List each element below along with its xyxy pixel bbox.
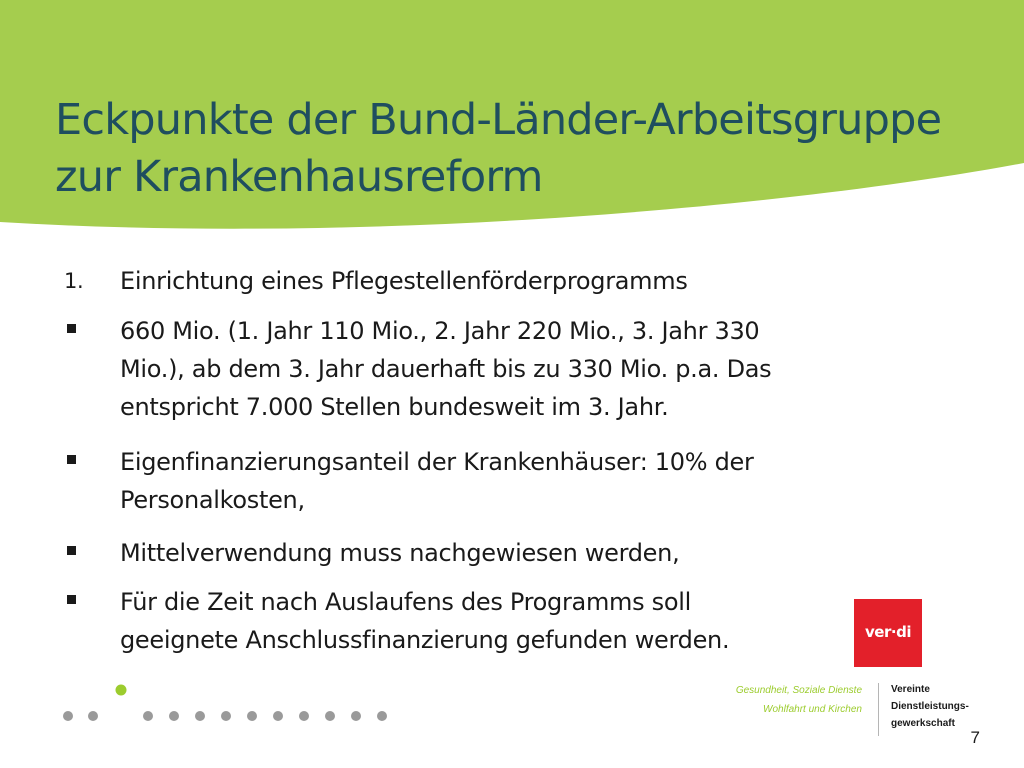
page-number: 7 xyxy=(970,728,980,747)
item-line: Einrichtung eines Pflegestellenförderprogramms xyxy=(120,267,688,295)
org-name-line: Dienstleistungs- xyxy=(891,701,969,712)
gray-dot xyxy=(325,711,335,721)
item-line: Mittelverwendung muss nachgewiesen werden, xyxy=(120,539,680,567)
item-line: 660 Mio. (1. Jahr 110 Mio., 2. Jahr 220 Mio., 3. Jahr 330 xyxy=(120,317,760,345)
organization-name xyxy=(891,681,1001,732)
verdi-logo xyxy=(854,599,922,667)
department-tagline xyxy=(700,681,862,719)
slide-title-line-2: zur Krankenhausreform xyxy=(55,152,543,202)
green-dot xyxy=(116,685,127,696)
gray-dot xyxy=(221,711,231,721)
item-line: Mio.), ab dem 3. Jahr dauerhaft bis zu 330 Mio. p.a. Das xyxy=(120,355,772,383)
dot-row-decoration xyxy=(0,0,420,740)
item-line: geeignete Anschlussfinanzierung gefunden werden. xyxy=(120,626,730,654)
gray-dot xyxy=(143,711,153,721)
slide-title-line-1: Eckpunkte der Bund-Länder-Arbeitsgruppe xyxy=(55,95,942,145)
gray-dot xyxy=(273,711,283,721)
tagline-line: Gesundheit, Soziale Dienste xyxy=(735,685,862,696)
gray-dot xyxy=(63,711,73,721)
gray-dot xyxy=(88,711,98,721)
item-line: Eigenfinanzierungsanteil der Krankenhäuser: 10% der xyxy=(120,448,754,476)
gray-dot xyxy=(377,711,387,721)
item-line: Personalkosten, xyxy=(120,486,305,514)
verdi-logo-text: ver·di xyxy=(865,623,911,641)
gray-dot xyxy=(351,711,361,721)
item-line: entspricht 7.000 Stellen bundesweit im 3. Jahr. xyxy=(120,393,669,421)
gray-dot xyxy=(247,711,257,721)
gray-dot xyxy=(299,711,309,721)
gray-dot xyxy=(169,711,179,721)
org-name-line: gewerkschaft xyxy=(891,718,955,729)
list-number: 1. xyxy=(64,269,84,293)
tagline-line: Wohlfahrt und Kirchen xyxy=(763,704,862,715)
gray-dot xyxy=(195,711,205,721)
item-line: Für die Zeit nach Auslaufens des Programms soll xyxy=(120,588,691,616)
org-divider xyxy=(878,683,879,736)
org-name-line: Vereinte xyxy=(891,684,930,695)
